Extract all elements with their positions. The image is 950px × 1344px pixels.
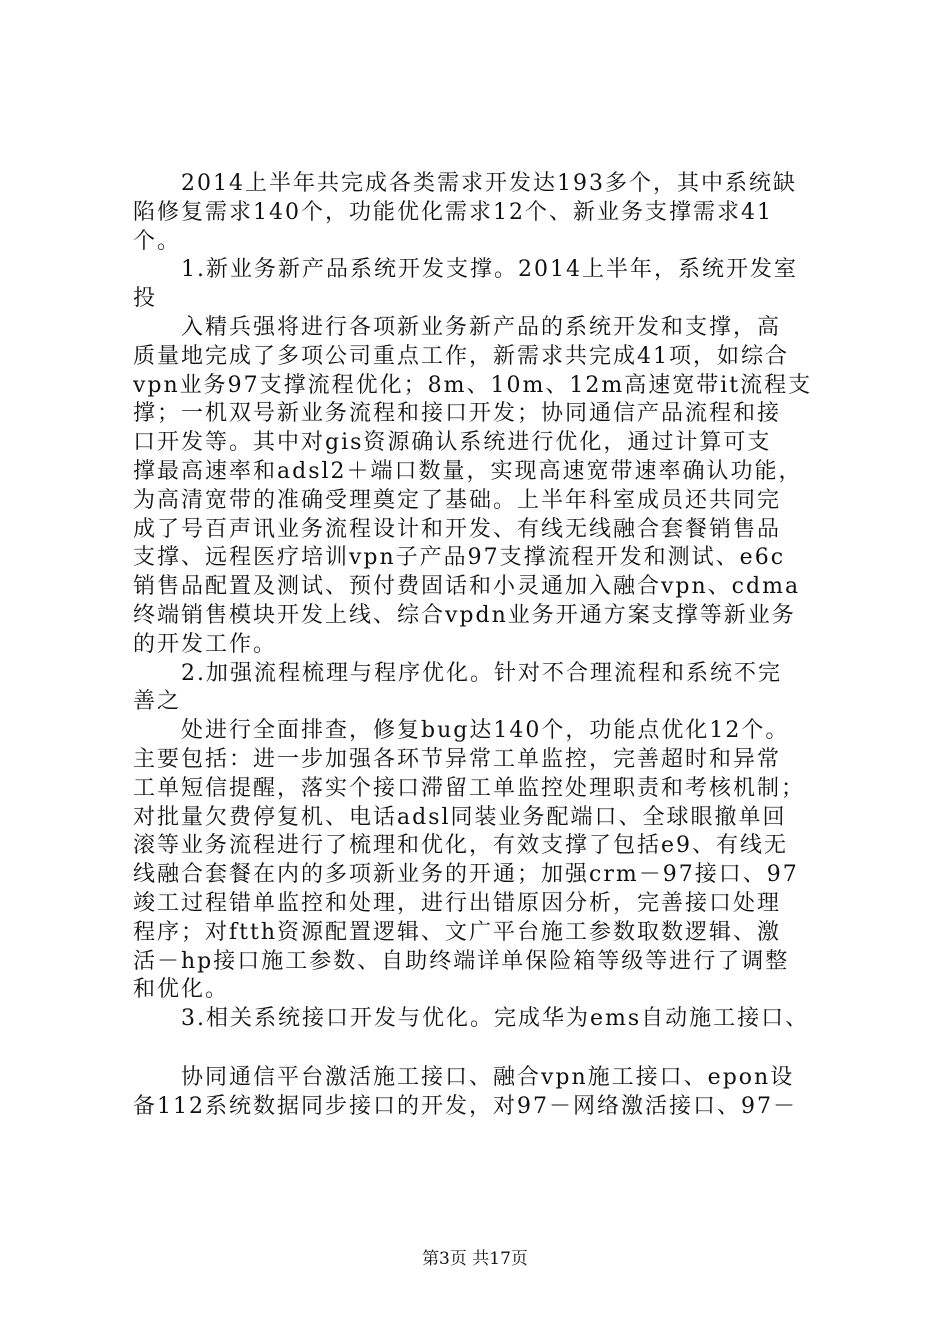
paragraph-gap — [133, 1034, 833, 1064]
text-line: 协同通信平台激活施工接口、融合vpn施工接口、epon设 — [133, 1064, 795, 1090]
text-line: 善之 — [133, 689, 182, 715]
document-body — [133, 170, 833, 1122]
text-line: 入精兵强将进行各项新业务新产品的系统开发和支撑，高 — [133, 314, 782, 340]
continued-text-block — [133, 1064, 833, 1122]
text-line: 活－hp接口施工参数、自助终端详单保险箱等级等进行了调整 — [133, 948, 790, 974]
text-line: 终端销售模块开发上线、综合vpdn业务开通方案支撑等新业务 — [133, 602, 796, 628]
text-line: vpn业务97支撑流程优化；8m、10m、12m高速宽带it流程支 — [133, 372, 813, 398]
text-line: 投 — [133, 286, 158, 312]
text-line: 竣工过程错单监控和处理，进行出错原因分析，完善接口处理 — [133, 890, 782, 916]
text-line: 陷修复需求140个，功能优化需求12个、新业务支撑需求41 — [133, 199, 773, 225]
text-line: 销售品配置及测试、预付费固话和小灵通加入融合vpn、cdma — [133, 574, 801, 600]
text-line: 支撑、远程医疗培训vpn子产品97支撑流程开发和测试、e6c — [133, 545, 786, 571]
text-line: 3.相关系统接口开发与优化。完成华为ems自动施工接口、 — [133, 1006, 810, 1032]
text-line: 备112系统数据同步接口的开发，对97－网络激活接口、97－ — [133, 1093, 797, 1119]
text-line: 主要包括：进一步加强各环节异常工单监控，完善超时和异常 — [133, 746, 782, 772]
text-line: 为高清宽带的准确受理奠定了基础。上半年科室成员还共同完 — [133, 487, 782, 513]
main-text-block — [133, 170, 833, 1034]
text-line: 2.加强流程梳理与程序优化。针对不合理流程和系统不完 — [133, 660, 782, 686]
text-line: 撑最高速率和adsl2＋端口数量，实现高速宽带速率确认功能， — [133, 458, 803, 484]
text-line: 的开发工作。 — [133, 631, 278, 657]
text-line: 成了号百声讯业务流程设计和开发、有线无线融合套餐销售品 — [133, 516, 782, 542]
text-line: 处进行全面排查，修复bug达140个，功能点优化12个。 — [133, 718, 790, 744]
text-line: 2014上半年共完成各类需求开发达193多个，其中系统缺 — [133, 171, 797, 196]
text-line: 1.新业务新产品系统开发支撑。2014上半年，系统开发室 — [133, 257, 798, 283]
text-line: 线融合套餐在内的多项新业务的开通；加强crm－97接口、97 — [133, 862, 799, 888]
text-line: 工单短信提醒，落实个接口滞留工单监控处理职责和考核机制； — [133, 775, 806, 801]
text-line: 滚等业务流程进行了梳理和优化，有效支撑了包括e9、有线无 — [133, 833, 789, 859]
text-line: 对批量欠费停复机、电话adsl同装业务配端口、全球眼撤单回 — [133, 804, 787, 830]
page-number-footer: 第3页 共17页 — [422, 1249, 528, 1269]
text-line: 口开发等。其中对gis资源确认系统进行优化，通过计算可支 — [133, 430, 772, 456]
text-line: 和优化。 — [133, 977, 230, 1003]
text-line: 程序；对ftth资源配置逻辑、文广平台施工参数取数逻辑、激 — [133, 919, 781, 945]
text-line: 质量地完成了多项公司重点工作，新需求共完成41项，如综合 — [133, 343, 789, 369]
text-line: 个。 — [133, 228, 182, 254]
text-line: 撑；一机双号新业务流程和接口开发；协同通信产品流程和接 — [133, 401, 782, 427]
